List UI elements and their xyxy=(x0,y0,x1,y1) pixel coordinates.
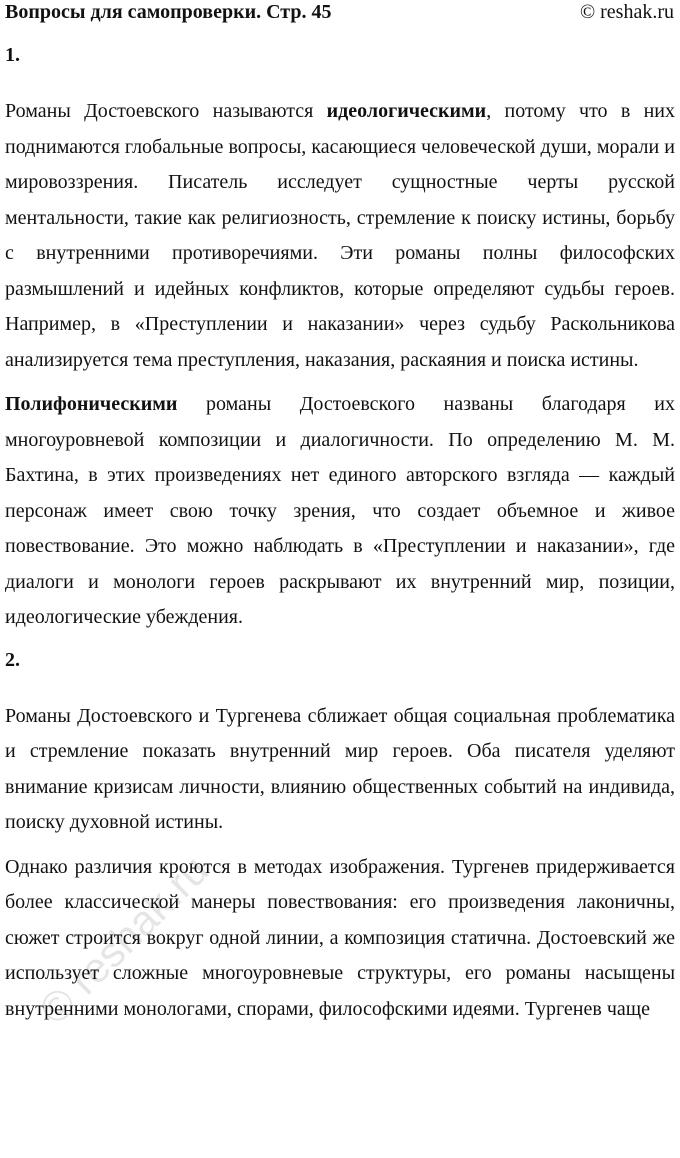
paragraph-differences xyxy=(5,850,675,1028)
page-header xyxy=(5,0,674,26)
paragraph-text: Однако различия кроются в методах изображения. Тургенев придерживается более классической манеры повествования: его произведения лаконичны, сюжет строится вокруг одной линии, а композиция статична. Достоевский же использует сложные многоуровневые структуры, его романы насыщены внутренними монологами, спорами, философскими идеями. Тургенев чаще xyxy=(5,855,675,1020)
paragraph-text: романы Достоевского названы благодаря их многоуровневой композиции и диалогичности. По определению М. М. Бахтина, в этих произведениях нет единого авторского взгляда — каждый персонаж имеет свою точку зрения, что создает объемное и живое повествование. Это можно наблюдать в «Преступлении и наказании», где диалоги и монологи героев раскрывают их внутренний мир, позиции, идеологические убеждения. xyxy=(5,393,675,628)
document-body xyxy=(5,40,675,1036)
question-number-1: 1. xyxy=(5,44,20,66)
bold-term: Полифоническими xyxy=(5,393,178,415)
paragraph-text: , потому что в них поднимаются глобальные вопросы, касающиеся человеческой души, морали и мировоззрения. Писатель исследует сущностные черты русской ментальности, такие как религиозность, стремление к поиску истины, борьбу с внутренними противоречиями. Эти романы полны философских размышлений и идейных конфликтов, которые определяют судьбы героев. Например, в «Преступлении и наказании» через судьбу Раскольникова анализируется тема преступления, наказания, раскаяния и поиска истины. xyxy=(5,100,676,371)
paragraph-text: Романы Достоевского и Тургенева сближает общая социальная проблематика и стремление показать внутренний мир героев. Оба писателя уделяют внимание кризисам личности, влиянию общественных событий на индивида, поиску духовной истины. xyxy=(5,704,675,833)
watermark: © reshak.ru xyxy=(30,846,218,1034)
page-title: Вопросы для самопроверки. Стр. 45 xyxy=(5,1,332,23)
bold-term: идеологическими xyxy=(326,100,487,122)
site-credit[interactable]: © reshak.ru xyxy=(579,1,674,23)
paragraph-polyphonic xyxy=(5,387,675,636)
paragraph-text: Романы Достоевского называются xyxy=(5,100,327,122)
paragraph-similarities xyxy=(5,699,675,841)
paragraph-ideological xyxy=(5,94,675,378)
question-number-2: 2. xyxy=(5,648,20,671)
